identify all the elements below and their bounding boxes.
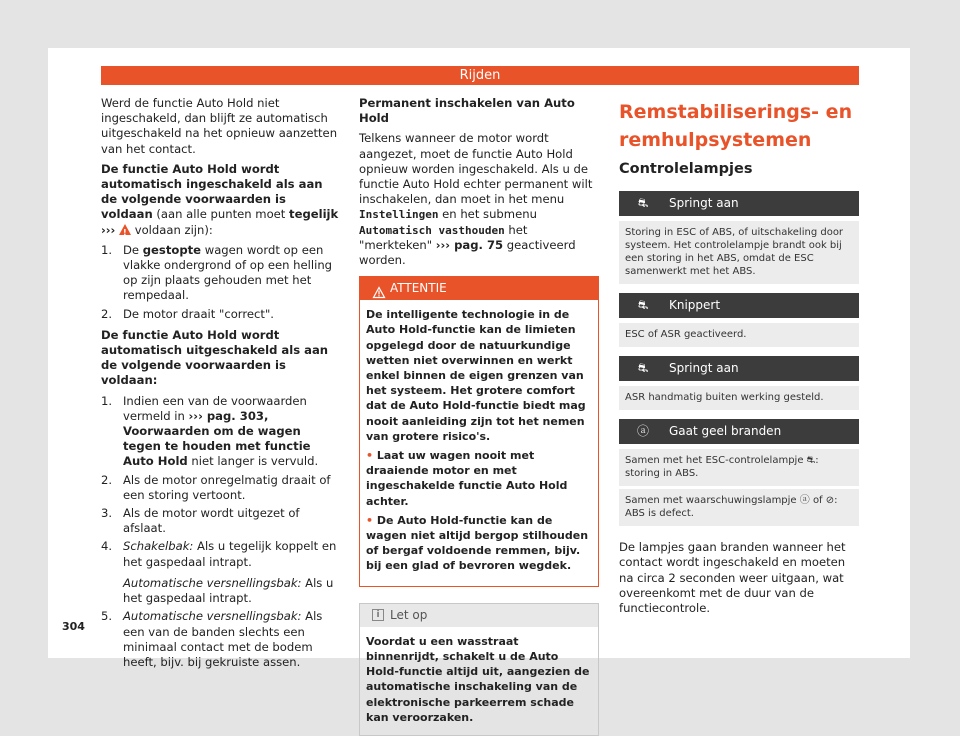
lamp-description: ESC of ASR geactiveerd.: [619, 323, 859, 347]
auto-on-heading: De functie Auto Hold wordt automatisch ingeschakeld als aan de volgende voorwaarden is voldaan (aan alle punten moet tegelijk ››› ! voldaan zijn):: [101, 162, 341, 238]
submenu-name: Automatisch vasthouden: [359, 223, 505, 237]
lamp-description: Storing in ESC of ABS, of uitschakeling door systeem. Het controlelampje brandt ook bij een storing in het ABS, omdat de ESC samenwerkt met het ABS.: [619, 221, 859, 284]
attention-paragraph: De intelligente technologie in de Auto Hold-functie kan de limieten opgelegd door de natuurkundige wetten niet overwinnen en werkt enkel binnen de eigen grenzen van het systeem. Het grotere comfort dat de Auto Hold-functie biedt mag nooit aanleiding zijn tot het nemen van grotere risico's.: [366, 308, 586, 443]
note-text: Voordat u een wasstraat binnenrijdt, schakelt u de Auto Hold-functie altijd uit, aangezien de automatische inschakeling van de elektronische parkeerrem schade kan veroorzaken.: [366, 634, 590, 724]
list-item: 3. Als de motor wordt uitgezet of afslaat.: [101, 506, 300, 536]
page-number: 304: [62, 620, 85, 633]
list-item: 1. Indien een van de voorwaarden vermeld in ››› pag. 303, Voorwaarden om de wagen tegen te houden met functie Auto Hold niet langer is vervuld.: [101, 393, 319, 469]
list-item: 4. Schakelbak: Als u tegelijk koppelt en het gaspedaal intrapt.: [101, 539, 337, 569]
list-item: 5. Automatische versnellingsbak: Als een van de banden slechts een minimaal contact met de bodem heeft, bijv. bij gekruiste assen.: [101, 609, 323, 669]
page-reference-link[interactable]: ››› pag. 75: [435, 237, 504, 252]
lamp-description: ASR handmatig buiten werking gesteld.: [619, 386, 859, 410]
abs-icon: ⓐ: [636, 424, 649, 439]
permanent-heading: Permanent inschakelen van Auto Hold: [359, 96, 575, 126]
auto-off-list: [101, 394, 341, 570]
column-middle: [359, 96, 599, 736]
list-item: 1. De gestopte wagen wordt op een vlakke ondergrond of op een helling op zijn plaats gehouden met het rempedaal.: [101, 242, 333, 303]
column-left: [101, 96, 341, 676]
info-icon: i: [372, 609, 384, 621]
column-right: [619, 96, 859, 621]
attention-bullet: • Laat uw wagen nooit met draaiende motor en met ingeschakelde functie Auto Hold achter.: [366, 449, 568, 508]
outro-paragraph: De lampjes gaan branden wanneer het contact wordt ingeschakeld en moeten na circa 2 seconden weer uitgaan, wat overeenkomt met de duur van de functiecontrole.: [619, 540, 846, 616]
auto-on-list: [101, 243, 341, 322]
attention-box: [359, 276, 599, 586]
esc-icon: ⛐: [637, 298, 649, 313]
note-header: [360, 604, 598, 627]
lamp-header-asr-off: ⛐ Springt aan: [619, 356, 859, 381]
bullet-icon: •: [366, 449, 374, 463]
auto-off-heading: De functie Auto Hold wordt automatisch uitgeschakeld als aan de volgende voorwaarden is voldaan:: [101, 327, 329, 388]
section-title: Remstabiliserings- en remhulpsystemen: [619, 101, 853, 151]
lamp-description: Samen met waarschuwingslampje ⓐ of ⊘: ABS is defect.: [619, 489, 859, 526]
note-box: [359, 603, 599, 736]
bullet-icon: •: [366, 513, 374, 527]
page-reference-link[interactable]: ››› pag. 303, Voorwaarden om de wagen tegen te houden met functie Auto Hold: [123, 408, 311, 469]
lamp-header-esc-on: ⛐ Springt aan: [619, 191, 859, 216]
attention-title: ATTENTIE: [390, 281, 447, 296]
note-title: Let op: [390, 607, 428, 622]
section-subtitle: Controlelampjes: [619, 161, 753, 177]
list-item: 2. Als de motor onregelmatig draait of een storing vertoont.: [101, 472, 331, 502]
list-sub-item: Automatische versnellingsbak: Als u het gaspedaal intrapt.: [123, 575, 334, 606]
chapter-header: Rijden: [101, 66, 859, 85]
attention-bullet: • De Auto Hold-functie kan de wagen niet altijd bergop stilhouden of bergaf voldoende remmen, bijv. bij een glad of bevroren wegdek.: [366, 513, 589, 573]
warning-triangle-icon: [373, 283, 385, 306]
lamp-header-abs: ⓐ Gaat geel branden: [619, 419, 859, 444]
list-item: 2. De motor draait "correct".: [101, 306, 274, 321]
asr-off-icon: ⛐: [637, 361, 649, 376]
attention-body: [360, 300, 598, 585]
menu-name: Instellingen: [359, 208, 439, 222]
permanent-paragraph: Telkens wanneer de motor wordt aangezet, moet de functie Auto Hold opnieuw worden ingeschakeld. Als u de functie Auto Hold echter permanent wilt inschakelen, dan moet in het menu Instellingen en het submenu Automatisch vasthouden het "merkteken" ››› pag. 75 geactiveerd worden.: [359, 131, 593, 268]
warning-triangle-icon: [119, 224, 131, 235]
lamp-header-esc-blink: ⛐ Knippert: [619, 293, 859, 318]
esc-icon: ⛐: [637, 196, 649, 211]
attention-header: [360, 277, 598, 300]
lamp-description: Samen met het ESC-controlelampje ⛐: storing in ABS.: [619, 449, 859, 486]
intro-paragraph: Werd de functie Auto Hold niet ingeschakeld, dan blijft ze automatisch uitgeschakeld na het opnieuw aanzetten van het contact.: [101, 96, 338, 156]
auto-off-list-cont: [101, 609, 341, 670]
